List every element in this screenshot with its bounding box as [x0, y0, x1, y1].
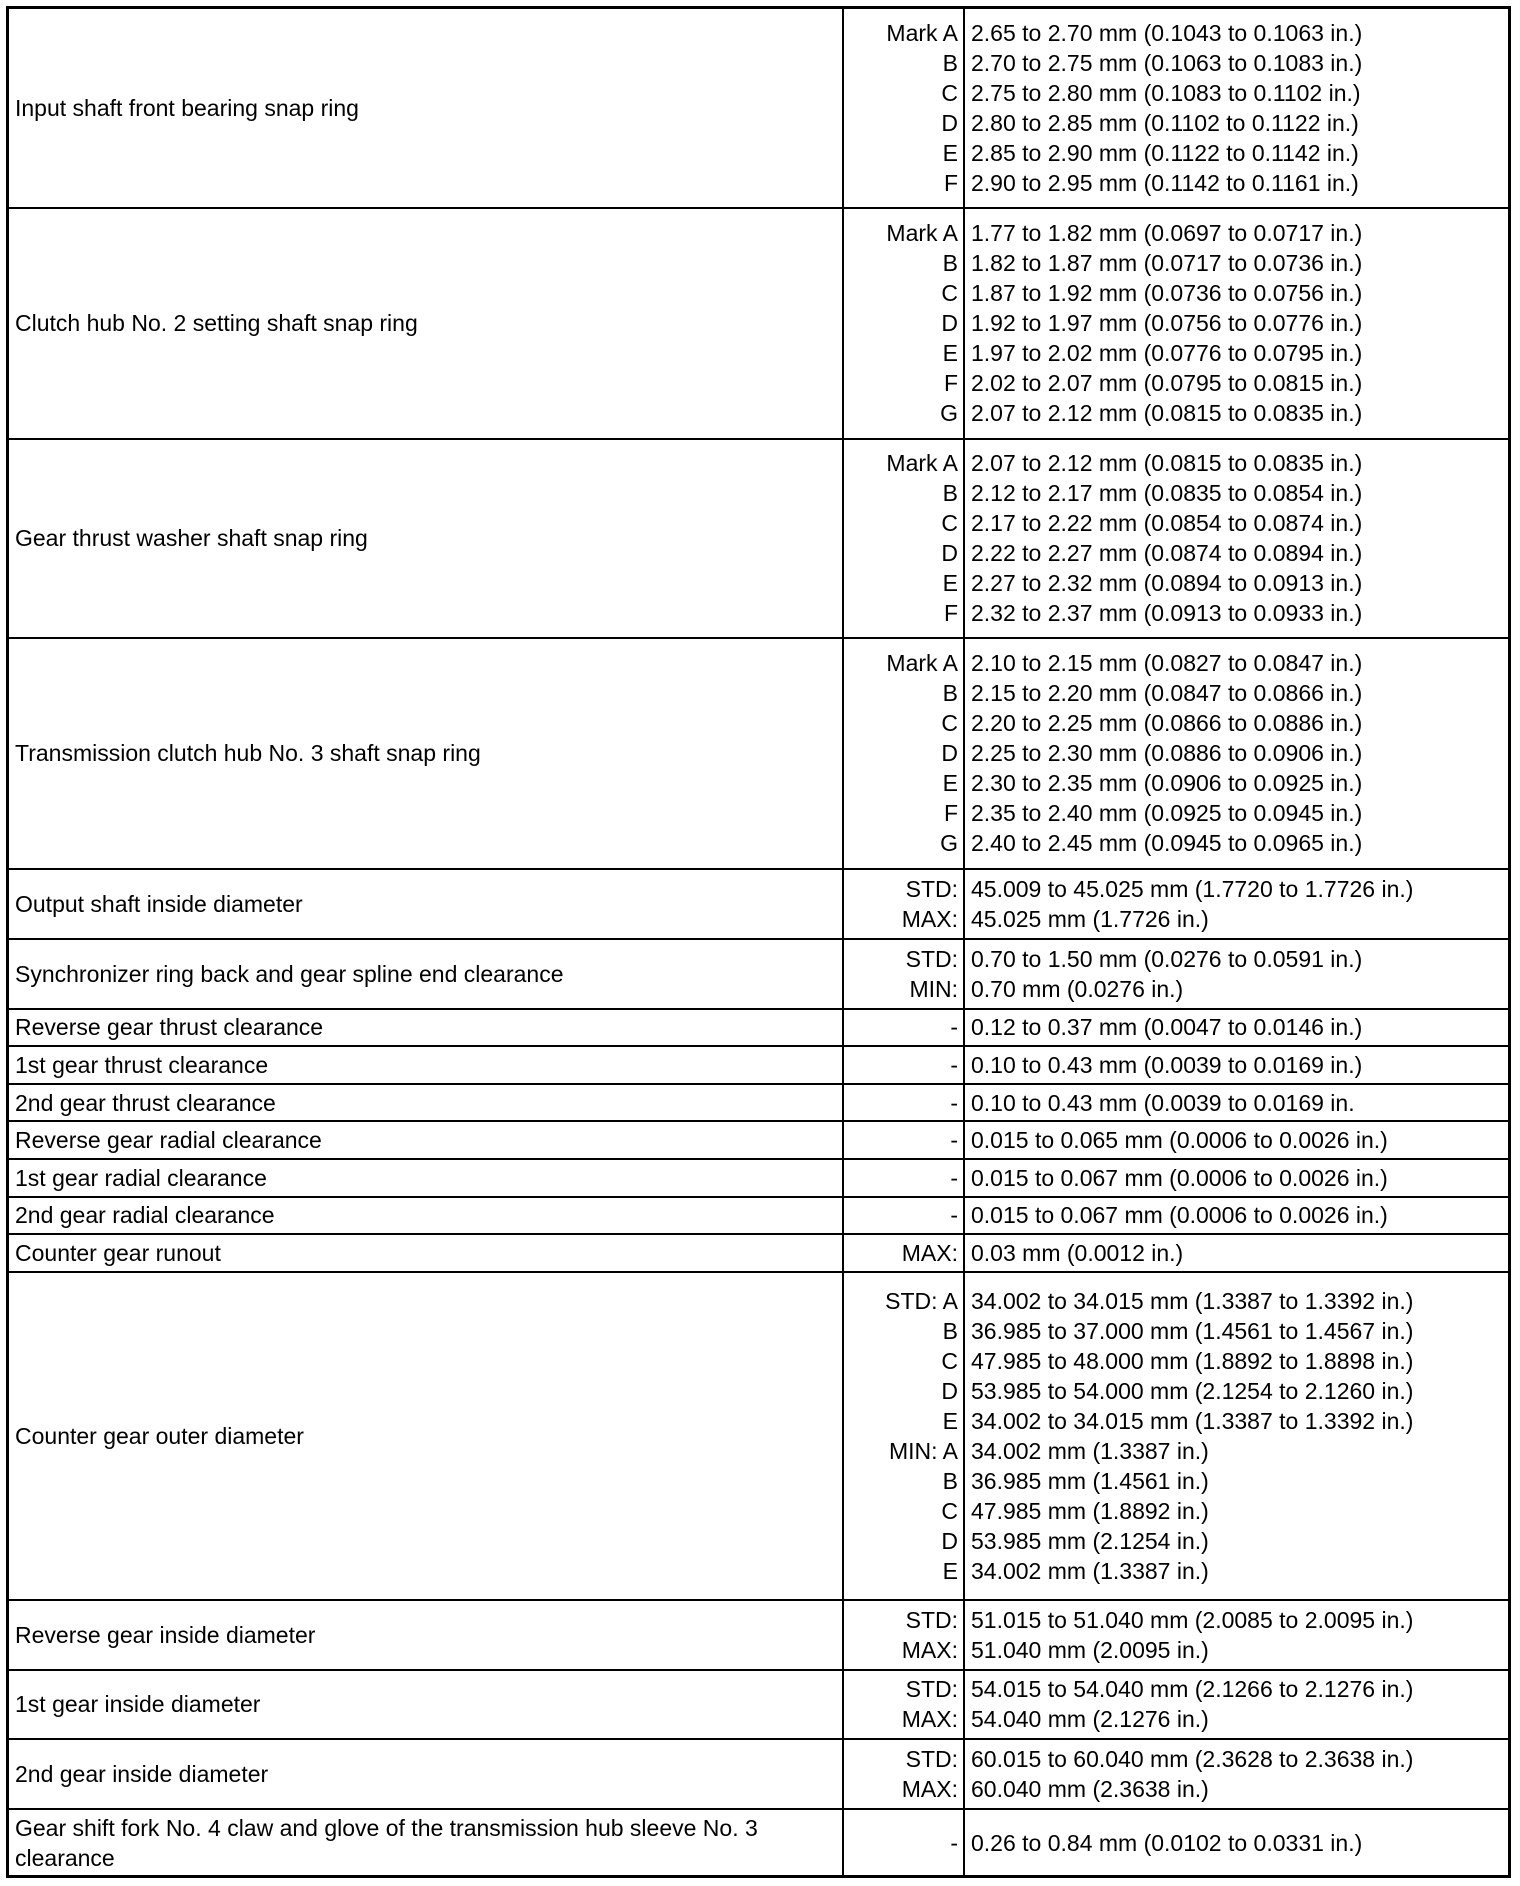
- spec-item-label: Gear thrust washer shaft snap ring: [15, 525, 368, 552]
- spec-value: 54.015 to 54.040 mm (2.1266 to 2.1276 in.): [971, 1676, 1414, 1703]
- spec-value-cell: [964, 1234, 1508, 1272]
- spec-value: 2.85 to 2.90 mm (0.1122 to 0.1142 in.): [971, 139, 1359, 166]
- spec-mark: C: [941, 1497, 958, 1524]
- spec-mark: B: [942, 1467, 958, 1494]
- spec-mark-cell: [843, 439, 964, 638]
- spec-mark: E: [942, 570, 958, 597]
- spec-mark: STD:: [905, 875, 958, 902]
- spec-value: 53.985 mm (2.1254 in.): [971, 1527, 1209, 1554]
- spec-item-label: clearance: [15, 1844, 115, 1871]
- spec-mark: C: [941, 79, 958, 106]
- spec-value-cell: [964, 208, 1508, 439]
- spec-item-label: 1st gear radial clearance: [15, 1164, 267, 1191]
- spec-item-cell: [9, 869, 843, 939]
- spec-mark-cell: [843, 1084, 964, 1122]
- spec-value-cell: [964, 1809, 1508, 1875]
- spec-mark: G: [940, 400, 958, 427]
- spec-mark-cell: [843, 1046, 964, 1084]
- spec-mark: Mark A: [886, 450, 958, 477]
- spec-item-cell: [9, 208, 843, 439]
- spec-value-cell: [964, 869, 1508, 939]
- spec-mark: -: [950, 1089, 958, 1116]
- spec-mark: MAX:: [901, 1776, 958, 1803]
- spec-item-cell: [9, 1670, 843, 1740]
- spec-mark: D: [941, 540, 958, 567]
- spec-mark: B: [942, 680, 958, 707]
- spec-value: 2.80 to 2.85 mm (0.1102 to 0.1122 in.): [971, 109, 1359, 136]
- spec-mark: G: [940, 830, 958, 857]
- spec-value: 1.97 to 2.02 mm (0.0776 to 0.0795 in.): [971, 340, 1363, 367]
- spec-item-cell: [9, 1234, 843, 1272]
- spec-mark: STD:: [905, 1676, 958, 1703]
- spec-row: [9, 1809, 1508, 1875]
- spec-item-label: 1st gear thrust clearance: [15, 1052, 269, 1078]
- spec-mark: C: [941, 710, 958, 737]
- spec-row: [9, 1272, 1508, 1600]
- spec-mark-cell: [843, 1159, 964, 1197]
- spec-value: 60.040 mm (2.3638 in.): [971, 1776, 1209, 1803]
- spec-mark: -: [950, 1202, 958, 1229]
- spec-item-cell: [9, 1739, 843, 1809]
- spec-mark: STD:: [905, 945, 958, 972]
- spec-mark: STD:: [905, 1746, 958, 1773]
- spec-mark-cell: [843, 1197, 964, 1235]
- spec-mark: B: [942, 250, 958, 277]
- spec-row: [9, 439, 1508, 638]
- spec-value-cell: [964, 1084, 1508, 1122]
- spec-value: 36.985 mm (1.4561 in.): [971, 1467, 1209, 1494]
- spec-item-cell: [9, 1197, 843, 1235]
- spec-mark: MAX:: [901, 1240, 958, 1267]
- spec-value: 0.03 mm (0.0012 in.): [971, 1240, 1184, 1267]
- spec-value: 1.82 to 1.87 mm (0.0717 to 0.0736 in.): [971, 250, 1363, 277]
- spec-item-label: Reverse gear inside diameter: [15, 1621, 316, 1648]
- spec-value: 2.32 to 2.37 mm (0.0913 to 0.0933 in.): [971, 600, 1363, 627]
- spec-item-label: Counter gear runout: [15, 1240, 221, 1267]
- spec-value: 2.27 to 2.32 mm (0.0894 to 0.0913 in.): [971, 570, 1363, 597]
- spec-value: 2.90 to 2.95 mm (0.1142 to 0.1161 in.): [971, 169, 1359, 196]
- spec-mark: -: [950, 1127, 958, 1154]
- spec-value: 2.25 to 2.30 mm (0.0886 to 0.0906 in.): [971, 740, 1363, 767]
- spec-mark: F: [943, 600, 958, 627]
- spec-value: 0.70 to 1.50 mm (0.0276 to 0.0591 in.): [971, 945, 1363, 972]
- spec-row: [9, 1084, 1508, 1122]
- spec-mark: E: [942, 1557, 958, 1584]
- spec-value: 1.77 to 1.82 mm (0.0697 to 0.0717 in.): [971, 220, 1363, 247]
- spec-mark: MAX:: [901, 1636, 958, 1663]
- spec-mark: Mark A: [886, 650, 958, 677]
- spec-item-cell: [9, 1159, 843, 1197]
- spec-mark: Mark A: [886, 220, 958, 247]
- spec-value: 0.015 to 0.065 mm (0.0006 to 0.0026 in.): [971, 1127, 1388, 1154]
- spec-item-label: Input shaft front bearing snap ring: [15, 94, 359, 121]
- spec-mark: STD:: [905, 1606, 958, 1633]
- spec-value: 2.02 to 2.07 mm (0.0795 to 0.0815 in.): [971, 370, 1363, 397]
- spec-mark: STD: A: [885, 1287, 958, 1314]
- spec-value-cell: [964, 439, 1508, 638]
- spec-value: 36.985 to 37.000 mm (1.4561 to 1.4567 in.): [971, 1317, 1414, 1344]
- spec-mark-cell: [843, 869, 964, 939]
- spec-row: [9, 638, 1508, 869]
- spec-row: [9, 939, 1508, 1009]
- spec-mark-cell: [843, 939, 964, 1009]
- spec-mark-cell: [843, 1272, 964, 1600]
- spec-item-label: Gear shift fork No. 4 claw and glove of the transmission hub sleeve No. 3: [15, 1814, 758, 1841]
- spec-item-cell: [9, 1121, 843, 1159]
- spec-value-cell: [964, 1739, 1508, 1809]
- spec-item-label: 2nd gear inside diameter: [15, 1761, 269, 1788]
- spec-value-cell: [964, 1600, 1508, 1670]
- spec-mark: D: [941, 740, 958, 767]
- spec-item-label: Clutch hub No. 2 setting shaft snap ring: [15, 310, 418, 337]
- spec-value: 0.26 to 0.84 mm (0.0102 to 0.0331 in.): [971, 1829, 1363, 1856]
- spec-item-label: 2nd gear thrust clearance: [15, 1089, 276, 1116]
- spec-value: 2.70 to 2.75 mm (0.1063 to 0.1083 in.): [971, 49, 1363, 76]
- spec-mark: -: [950, 1829, 958, 1856]
- spec-row: [9, 208, 1508, 439]
- spec-value-cell: [964, 939, 1508, 1009]
- spec-value: 34.002 to 34.015 mm (1.3387 to 1.3392 in.): [971, 1287, 1414, 1314]
- spec-value-cell: [964, 1197, 1508, 1235]
- spec-value: 2.30 to 2.35 mm (0.0906 to 0.0925 in.): [971, 770, 1363, 797]
- spec-table-body: [9, 9, 1508, 1875]
- spec-value: 47.985 mm (1.8892 in.): [971, 1497, 1209, 1524]
- spec-value: 2.22 to 2.27 mm (0.0874 to 0.0894 in.): [971, 540, 1363, 567]
- spec-value: 34.002 mm (1.3387 in.): [971, 1437, 1209, 1464]
- spec-value: 0.10 to 0.43 mm (0.0039 to 0.0169 in.): [971, 1052, 1363, 1078]
- spec-mark-cell: [843, 1739, 964, 1809]
- spec-mark: E: [942, 340, 958, 367]
- spec-value: 1.87 to 1.92 mm (0.0736 to 0.0756 in.): [971, 280, 1363, 307]
- spec-mark: MAX:: [901, 1706, 958, 1733]
- spec-row: [9, 9, 1508, 208]
- spec-value: 0.12 to 0.37 mm (0.0047 to 0.0146 in.): [971, 1014, 1363, 1041]
- spec-value: 2.17 to 2.22 mm (0.0854 to 0.0874 in.): [971, 510, 1363, 537]
- spec-row: [9, 1159, 1508, 1197]
- spec-item-label: Reverse gear thrust clearance: [15, 1014, 324, 1041]
- spec-item-cell: [9, 439, 843, 638]
- spec-row: [9, 1600, 1508, 1670]
- spec-value: 45.025 mm (1.7726 in.): [971, 905, 1209, 932]
- spec-mark-cell: [843, 9, 964, 208]
- spec-row: [9, 1670, 1508, 1740]
- spec-item-cell: [9, 9, 843, 208]
- spec-row: [9, 1197, 1508, 1235]
- spec-value-cell: [964, 1159, 1508, 1197]
- spec-item-label: Output shaft inside diameter: [15, 890, 303, 917]
- spec-mark: -: [950, 1014, 958, 1041]
- spec-value: 1.92 to 1.97 mm (0.0756 to 0.0776 in.): [971, 310, 1363, 337]
- spec-mark: B: [942, 1317, 958, 1344]
- spec-value: 34.002 mm (1.3387 in.): [971, 1557, 1209, 1584]
- spec-item-cell: [9, 1600, 843, 1670]
- spec-row: [9, 1121, 1508, 1159]
- spec-value: 2.65 to 2.70 mm (0.1043 to 0.1063 in.): [971, 19, 1363, 46]
- spec-mark: Mark A: [886, 19, 958, 46]
- spec-value: 45.009 to 45.025 mm (1.7720 to 1.7726 in.): [971, 875, 1414, 902]
- spec-mark: E: [942, 770, 958, 797]
- spec-mark: B: [942, 480, 958, 507]
- spec-mark-cell: [843, 208, 964, 439]
- spec-value: 0.10 to 0.43 mm (0.0039 to 0.0169 in.: [971, 1089, 1355, 1116]
- spec-value: 34.002 to 34.015 mm (1.3387 to 1.3392 in.): [971, 1407, 1414, 1434]
- spec-sheet: [6, 6, 1511, 1878]
- spec-value-cell: [964, 1121, 1508, 1159]
- spec-item-cell: [9, 1084, 843, 1122]
- spec-item-label: Counter gear outer diameter: [15, 1422, 304, 1449]
- spec-mark: D: [941, 109, 958, 136]
- spec-value: 2.75 to 2.80 mm (0.1083 to 0.1102 in.): [971, 79, 1361, 106]
- spec-value: 0.70 mm (0.0276 in.): [971, 975, 1184, 1002]
- spec-item-cell: [9, 1809, 843, 1875]
- spec-value: 51.040 mm (2.0095 in.): [971, 1636, 1209, 1663]
- spec-mark: MIN:: [909, 975, 958, 1002]
- spec-row: [9, 869, 1508, 939]
- spec-mark-cell: [843, 638, 964, 869]
- spec-value: 2.07 to 2.12 mm (0.0815 to 0.0835 in.): [971, 400, 1363, 427]
- spec-value-cell: [964, 1670, 1508, 1740]
- spec-mark: E: [942, 1407, 958, 1434]
- spec-value-cell: [964, 1272, 1508, 1600]
- spec-mark-cell: [843, 1600, 964, 1670]
- spec-item-cell: [9, 1009, 843, 1047]
- spec-item-cell: [9, 939, 843, 1009]
- spec-mark: MIN: A: [888, 1437, 958, 1464]
- spec-mark: D: [941, 1377, 958, 1404]
- spec-mark: -: [950, 1164, 958, 1191]
- spec-row: [9, 1234, 1508, 1272]
- spec-value: 0.015 to 0.067 mm (0.0006 to 0.0026 in.): [971, 1202, 1388, 1229]
- spec-mark: D: [941, 310, 958, 337]
- spec-value: 2.15 to 2.20 mm (0.0847 to 0.0866 in.): [971, 680, 1363, 707]
- spec-value: 51.015 to 51.040 mm (2.0085 to 2.0095 in.): [971, 1606, 1414, 1633]
- spec-item-label: 1st gear inside diameter: [15, 1691, 261, 1718]
- spec-table: [9, 9, 1508, 1875]
- spec-value: 2.40 to 2.45 mm (0.0945 to 0.0965 in.): [971, 830, 1363, 857]
- spec-item-label: Synchronizer ring back and gear spline end clearance: [15, 960, 564, 987]
- spec-mark-cell: [843, 1009, 964, 1047]
- spec-item-label: Reverse gear radial clearance: [15, 1127, 322, 1154]
- spec-item-cell: [9, 638, 843, 869]
- spec-item-label: 2nd gear radial clearance: [15, 1202, 275, 1229]
- spec-mark: B: [942, 49, 958, 76]
- spec-mark: D: [941, 1527, 958, 1554]
- spec-value-cell: [964, 1046, 1508, 1084]
- spec-mark: C: [941, 280, 958, 307]
- spec-value: 2.12 to 2.17 mm (0.0835 to 0.0854 in.): [971, 480, 1363, 507]
- spec-mark-cell: [843, 1809, 964, 1875]
- spec-item-label: Transmission clutch hub No. 3 shaft snap ring: [15, 740, 481, 767]
- spec-mark: E: [942, 139, 958, 166]
- spec-mark: C: [941, 1347, 958, 1374]
- spec-value: 0.015 to 0.067 mm (0.0006 to 0.0026 in.): [971, 1164, 1388, 1191]
- spec-value-cell: [964, 9, 1508, 208]
- spec-value-cell: [964, 638, 1508, 869]
- spec-item-cell: [9, 1272, 843, 1600]
- spec-row: [9, 1046, 1508, 1084]
- spec-mark: -: [950, 1052, 958, 1078]
- spec-row: [9, 1009, 1508, 1047]
- spec-mark: F: [943, 370, 958, 397]
- spec-mark-cell: [843, 1670, 964, 1740]
- spec-value: 2.35 to 2.40 mm (0.0925 to 0.0945 in.): [971, 800, 1363, 827]
- spec-value: 2.07 to 2.12 mm (0.0815 to 0.0835 in.): [971, 450, 1363, 477]
- spec-value: 54.040 mm (2.1276 in.): [971, 1706, 1209, 1733]
- spec-mark: MAX:: [901, 905, 958, 932]
- spec-value: 60.015 to 60.040 mm (2.3628 to 2.3638 in.): [971, 1746, 1414, 1773]
- spec-mark: F: [943, 169, 958, 196]
- spec-value-cell: [964, 1009, 1508, 1047]
- spec-value: 47.985 to 48.000 mm (1.8892 to 1.8898 in.): [971, 1347, 1414, 1374]
- spec-mark: F: [943, 800, 958, 827]
- spec-value: 2.10 to 2.15 mm (0.0827 to 0.0847 in.): [971, 650, 1363, 677]
- spec-mark: C: [941, 510, 958, 537]
- spec-mark-cell: [843, 1121, 964, 1159]
- spec-value: 53.985 to 54.000 mm (2.1254 to 2.1260 in.): [971, 1377, 1414, 1404]
- spec-mark-cell: [843, 1234, 964, 1272]
- spec-row: [9, 1739, 1508, 1809]
- spec-item-cell: [9, 1046, 843, 1084]
- spec-value: 2.20 to 2.25 mm (0.0866 to 0.0886 in.): [971, 710, 1363, 737]
